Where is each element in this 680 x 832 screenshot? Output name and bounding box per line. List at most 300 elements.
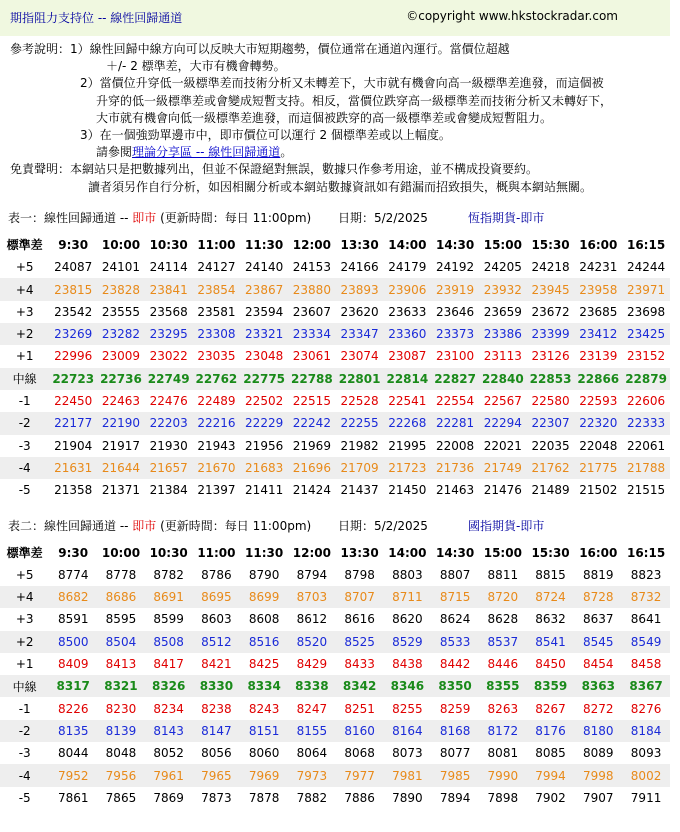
note-line (10, 127, 660, 144)
price-cell: 24153 (292, 260, 331, 275)
price-cell: 21683 (240, 457, 288, 479)
time-header: 10:30 (149, 237, 188, 252)
row-label: +4 (0, 278, 49, 300)
price-cell: 8454 (583, 657, 614, 672)
price-cell: 22320 (574, 412, 622, 434)
price-cell: 8632 (535, 612, 566, 627)
price-cell: 22021 (483, 438, 522, 453)
price-cell: 8060 (248, 746, 280, 761)
copyright-text: ©copyright www.hkstockradar.com (406, 9, 618, 23)
price-cell: 8703 (288, 586, 336, 608)
price-cell: 22736 (97, 368, 145, 390)
price-cell: 8056 (201, 746, 232, 761)
price-cell: 8458 (630, 657, 662, 672)
row-label: 中線 (0, 675, 49, 697)
price-cell: 8077 (439, 746, 471, 761)
time-header: 12:00 (292, 545, 331, 560)
price-cell: 7952 (49, 764, 97, 786)
price-cell: 24166 (340, 260, 379, 275)
price-cell: 8135 (49, 720, 97, 742)
price-cell: 7990 (479, 764, 527, 786)
row-label: +3 (15, 304, 34, 319)
price-cell: 8516 (240, 631, 288, 653)
table-1-heading (0, 202, 670, 234)
price-cell: 8774 (57, 567, 89, 582)
time-header: 15:00 (483, 545, 522, 560)
price-cell: 8603 (201, 612, 232, 627)
price-cell: 23698 (626, 304, 666, 319)
price-cell: 23633 (388, 304, 427, 319)
price-cell: 22281 (431, 412, 479, 434)
time-header: 14:00 (388, 237, 427, 252)
price-cell: 8438 (392, 657, 423, 672)
note-line (10, 93, 660, 110)
row-label: +1 (15, 657, 34, 672)
note-item-2b: 升穿的低一級標準差或會變成短暫支持。相反，當價位跌穿高一級標準差而技術分析又未轉好下， (96, 93, 613, 108)
price-cell: 8691 (145, 586, 193, 608)
price-cell: 8251 (344, 701, 375, 716)
price-cell: 7898 (487, 790, 519, 805)
price-cell: 8724 (527, 586, 575, 608)
price-cell: 23672 (531, 304, 570, 319)
price-cell: 22307 (527, 412, 575, 434)
price-cell: 7911 (630, 790, 662, 805)
price-cell: 8425 (248, 657, 280, 672)
price-cell: 8807 (439, 567, 471, 582)
price-cell: 8147 (193, 720, 241, 742)
price-cell: 22840 (479, 368, 527, 390)
price-cell: 21917 (101, 438, 141, 453)
row-label: +2 (0, 323, 49, 345)
price-cell: 7907 (583, 790, 614, 805)
price-cell: 21463 (435, 483, 475, 498)
note-item-3b-suffix: 。 (280, 145, 293, 160)
time-header: 16:00 (579, 237, 618, 252)
price-cell: 23360 (383, 323, 431, 345)
price-cell: 8715 (431, 586, 479, 608)
price-cell: 8815 (535, 567, 566, 582)
table-header-row (0, 234, 670, 256)
price-cell: 7998 (574, 764, 622, 786)
price-cell: 8508 (145, 631, 193, 653)
price-cell: 23282 (97, 323, 145, 345)
notes-section (0, 36, 670, 196)
time-header: 10:00 (101, 545, 141, 560)
price-cell: 21723 (383, 457, 431, 479)
row-label: -2 (0, 720, 49, 742)
price-cell: 21749 (479, 457, 527, 479)
row-label: -2 (0, 412, 49, 434)
table-row (0, 457, 670, 479)
price-cell: 22476 (149, 394, 188, 409)
price-cell: 8599 (153, 612, 184, 627)
price-cell: 21384 (149, 483, 188, 498)
price-cell: 8720 (479, 586, 527, 608)
price-cell: 24179 (388, 260, 427, 275)
price-cell: 22216 (193, 412, 241, 434)
price-cell: 8276 (630, 701, 662, 716)
price-cell: 23399 (527, 323, 575, 345)
price-cell: 8794 (296, 567, 328, 582)
price-cell: 8164 (383, 720, 431, 742)
price-cell: 21489 (531, 483, 570, 498)
time-header: 11:00 (197, 237, 236, 252)
price-cell: 23152 (626, 349, 666, 364)
price-cell: 22788 (288, 368, 336, 390)
price-cell: 8533 (431, 631, 479, 653)
price-cell: 8782 (153, 567, 184, 582)
note-line (10, 144, 660, 161)
note-item-3b-prefix: 請參閱 (96, 145, 133, 160)
table-row (0, 675, 670, 697)
price-cell: 23269 (49, 323, 97, 345)
row-label: 中線 (0, 368, 49, 390)
price-table-1 (0, 234, 670, 502)
price-cell: 22502 (245, 394, 284, 409)
time-header: 16:15 (626, 545, 666, 560)
price-cell: 23373 (431, 323, 479, 345)
price-cell: 7894 (439, 790, 471, 805)
price-cell: 8334 (240, 675, 288, 697)
live-marker: 即市 (132, 518, 157, 533)
table-row (0, 764, 670, 786)
price-cell: 8052 (153, 746, 184, 761)
table-row (0, 435, 670, 457)
table-2-heading (0, 509, 670, 541)
price-cell: 8139 (97, 720, 145, 742)
price-cell: 24205 (483, 260, 522, 275)
table-date: 日期：5/2/2025 (338, 518, 428, 533)
price-cell: 21515 (626, 483, 666, 498)
time-header: 9:30 (58, 237, 89, 252)
price-cell: 8068 (344, 746, 375, 761)
table-row (0, 390, 670, 412)
table-row (0, 564, 670, 586)
price-cell: 7882 (296, 790, 328, 805)
time-header: 11:30 (245, 237, 284, 252)
price-cell: 8172 (479, 720, 527, 742)
note-item-3a: 3）在一個強勁單邊市中，即市價位可以運行 2 個標準差或以上幅度。 (80, 128, 451, 143)
price-cell: 8608 (248, 612, 280, 627)
price-cell: 7985 (431, 764, 479, 786)
table-source: 恆指期貨-即市 (468, 211, 545, 226)
row-label: +4 (0, 586, 49, 608)
price-cell: 22515 (292, 394, 331, 409)
price-cell: 8504 (97, 631, 145, 653)
price-cell: 21775 (574, 457, 622, 479)
top-bar (0, 0, 670, 36)
price-cell: 8790 (248, 567, 280, 582)
price-cell: 8417 (153, 657, 184, 672)
price-cell: 24218 (531, 260, 570, 275)
price-cell: 21450 (388, 483, 427, 498)
price-cell: 23620 (340, 304, 379, 319)
price-cell: 22489 (197, 394, 236, 409)
price-cell: 24231 (579, 260, 618, 275)
table-row (0, 301, 670, 323)
price-cell: 22775 (240, 368, 288, 390)
theory-link[interactable]: 理論分享區 -- 線性回歸通道 (132, 145, 281, 160)
price-cell: 8359 (527, 675, 575, 697)
row-label: -1 (18, 701, 31, 716)
price-cell: 22723 (49, 368, 97, 390)
price-cell: 8537 (479, 631, 527, 653)
price-cell: 7878 (248, 790, 280, 805)
price-cell: 8624 (439, 612, 471, 627)
price-cell: 21930 (149, 438, 188, 453)
price-cell: 23971 (622, 278, 670, 300)
table-row (0, 345, 670, 367)
price-cell: 22463 (101, 394, 141, 409)
price-cell: 22879 (622, 368, 670, 390)
price-cell: 21424 (292, 483, 331, 498)
price-cell: 8247 (296, 701, 328, 716)
price-cell: 23958 (574, 278, 622, 300)
price-cell: 8612 (296, 612, 328, 627)
price-cell: 8686 (97, 586, 145, 608)
price-cell: 21358 (54, 483, 93, 498)
row-label: +5 (15, 260, 34, 275)
table-date: 日期：5/2/2025 (338, 211, 428, 226)
time-header: 10:30 (149, 545, 188, 560)
table-row (0, 256, 670, 278)
table-row (0, 323, 670, 345)
price-cell: 8151 (240, 720, 288, 742)
price-cell: 21956 (245, 438, 284, 453)
price-cell: 8529 (383, 631, 431, 653)
price-cell: 23347 (336, 323, 384, 345)
price-cell: 21904 (54, 438, 93, 453)
price-cell: 21631 (49, 457, 97, 479)
time-header: 14:30 (435, 237, 475, 252)
price-cell: 23321 (240, 323, 288, 345)
price-cell: 23412 (574, 323, 622, 345)
price-cell: 8798 (344, 567, 375, 582)
note-line (10, 161, 660, 178)
price-cell: 7977 (336, 764, 384, 786)
price-cell: 8591 (57, 612, 89, 627)
price-cell: 22853 (527, 368, 575, 390)
price-cell: 23126 (531, 349, 570, 364)
price-cell: 8732 (622, 586, 670, 608)
price-cell: 7861 (57, 790, 89, 805)
price-cell: 7973 (288, 764, 336, 786)
price-cell: 8641 (630, 612, 662, 627)
time-header: 15:00 (483, 237, 522, 252)
price-cell: 21397 (197, 483, 236, 498)
reference-label: 參考說明： (10, 42, 71, 56)
price-cell: 23646 (435, 304, 475, 319)
row-label: +3 (15, 612, 34, 627)
note-item-1b: ＋/- 2 標準差，大市有機會轉勢。 (106, 59, 286, 74)
live-marker: 即市 (132, 211, 157, 226)
price-cell: 8259 (439, 701, 471, 716)
price-cell: 24192 (435, 260, 475, 275)
price-cell: 22294 (479, 412, 527, 434)
note-line (10, 110, 660, 127)
price-cell: 23841 (145, 278, 193, 300)
price-cell: 22996 (54, 349, 93, 364)
price-cell: 24114 (149, 260, 188, 275)
price-cell: 22008 (435, 438, 475, 453)
table-row (0, 586, 670, 608)
row-label: -5 (18, 790, 31, 805)
price-cell: 8238 (201, 701, 232, 716)
time-header: 9:30 (58, 545, 89, 560)
price-cell: 8263 (487, 701, 519, 716)
table-row (0, 697, 670, 719)
price-cell: 22528 (340, 394, 379, 409)
price-cell: 23386 (479, 323, 527, 345)
price-cell: 21670 (193, 457, 241, 479)
note-line (10, 179, 660, 196)
price-cell: 23113 (483, 349, 522, 364)
price-cell: 22866 (574, 368, 622, 390)
row-label: -5 (18, 483, 31, 498)
price-cell: 8442 (439, 657, 471, 672)
price-cell: 8549 (622, 631, 670, 653)
price-cell: 8545 (574, 631, 622, 653)
price-cell: 8338 (288, 675, 336, 697)
price-cell: 8267 (535, 701, 566, 716)
row-label: +2 (0, 631, 49, 653)
price-cell: 8699 (240, 586, 288, 608)
price-cell: 8446 (487, 657, 519, 672)
disclaimer-text-b: 讀者須另作自行分析，如因相關分析或本網站數據資訊如有錯漏而招致損失，概與本網站無關。 (88, 179, 593, 194)
page-title: 期指阻力支持位 -- 線性回歸通道 (10, 11, 183, 25)
disclaimer-label: 免責聲明： (10, 162, 71, 177)
note-line (10, 58, 660, 75)
price-cell: 8243 (248, 701, 280, 716)
price-cell: 23945 (527, 278, 575, 300)
price-cell: 8695 (193, 586, 241, 608)
price-cell: 8272 (583, 701, 614, 716)
price-cell: 8421 (201, 657, 232, 672)
price-cell: 23074 (340, 349, 379, 364)
price-cell: 23425 (622, 323, 670, 345)
table-header-row (0, 541, 670, 563)
price-cell: 8160 (336, 720, 384, 742)
price-cell: 8409 (57, 657, 89, 672)
stddev-header: 標準差 (6, 238, 43, 253)
price-cell: 8234 (153, 701, 184, 716)
price-cell: 21736 (431, 457, 479, 479)
price-cell: 22450 (54, 394, 93, 409)
price-cell: 22567 (483, 394, 522, 409)
table-row (0, 278, 670, 300)
price-cell: 23880 (288, 278, 336, 300)
update-time: (更新時間：每日 11:00pm) (156, 518, 312, 533)
table-source: 國指期貨-即市 (468, 518, 545, 533)
price-cell: 8255 (392, 701, 423, 716)
price-cell: 22190 (97, 412, 145, 434)
price-cell: 21969 (292, 438, 331, 453)
price-cell: 8450 (535, 657, 566, 672)
table-row (0, 720, 670, 742)
price-cell: 23308 (193, 323, 241, 345)
price-cell: 24087 (54, 260, 93, 275)
table-row (0, 653, 670, 675)
price-cell: 7961 (145, 764, 193, 786)
note-item-2c: 大市就有機會向低一級標準差進發，而這個被跌穿的高一級標準差或會變成短暫阻力。 (96, 110, 553, 125)
price-cell: 8048 (105, 746, 137, 761)
price-cell: 23685 (579, 304, 618, 319)
row-label: -3 (18, 746, 31, 761)
table-label-prefix: 表二：線性回歸通道 -- (8, 518, 133, 533)
price-cell: 8326 (145, 675, 193, 697)
price-cell: 8811 (487, 567, 519, 582)
price-cell: 23581 (197, 304, 236, 319)
price-cell: 22268 (383, 412, 431, 434)
price-cell: 23334 (288, 323, 336, 345)
price-cell: 23659 (483, 304, 522, 319)
price-cell: 22827 (431, 368, 479, 390)
disclaimer-text-a: 本網站只是把數據列出，但並不保證絕對無誤，數據只作參考用途，並不構成投資要約。 (70, 162, 539, 177)
time-header: 12:00 (292, 237, 331, 252)
price-cell: 8413 (105, 657, 137, 672)
price-cell: 7994 (527, 764, 575, 786)
price-cell: 8803 (392, 567, 423, 582)
price-cell: 22593 (579, 394, 618, 409)
price-cell: 23048 (245, 349, 284, 364)
price-cell: 23893 (336, 278, 384, 300)
price-cell: 21657 (145, 457, 193, 479)
price-cell: 8168 (431, 720, 479, 742)
price-cell: 8711 (383, 586, 431, 608)
price-cell: 23100 (435, 349, 475, 364)
price-cell: 21502 (579, 483, 618, 498)
price-cell: 8786 (201, 567, 232, 582)
price-cell: 8064 (296, 746, 328, 761)
note-item-2a: 2）當價位升穿低一級標準差而技術分析又未轉差下，大市就有機會向高一級標準差進發，而這個被 (80, 76, 604, 91)
price-cell: 8321 (97, 675, 145, 697)
price-cell: 8819 (583, 567, 614, 582)
price-cell: 22333 (622, 412, 670, 434)
price-cell: 23932 (479, 278, 527, 300)
price-cell: 7902 (535, 790, 566, 805)
price-cell: 21788 (622, 457, 670, 479)
price-cell: 22554 (435, 394, 475, 409)
price-cell: 8342 (336, 675, 384, 697)
price-cell: 8143 (145, 720, 193, 742)
price-cell: 7873 (201, 790, 232, 805)
price-cell: 21644 (97, 457, 145, 479)
time-header: 13:30 (340, 545, 379, 560)
table-label (8, 209, 338, 226)
price-cell: 8226 (57, 701, 89, 716)
table-row (0, 479, 670, 501)
price-cell: 21943 (197, 438, 236, 453)
table-row (0, 787, 670, 809)
price-cell: 21709 (336, 457, 384, 479)
price-cell: 8778 (105, 567, 137, 582)
price-cell: 21411 (245, 483, 284, 498)
price-table-2 (0, 541, 670, 809)
table-row (0, 742, 670, 764)
price-cell: 24140 (245, 260, 284, 275)
price-cell: 8180 (574, 720, 622, 742)
price-cell: 22762 (193, 368, 241, 390)
price-cell: 22242 (288, 412, 336, 434)
price-cell: 24244 (626, 260, 666, 275)
price-cell: 8073 (392, 746, 423, 761)
price-cell: 8628 (487, 612, 519, 627)
row-label: +1 (15, 349, 34, 364)
price-cell: 21995 (388, 438, 427, 453)
price-cell: 8616 (344, 612, 375, 627)
time-header: 13:30 (340, 237, 379, 252)
time-header: 15:30 (531, 545, 570, 560)
